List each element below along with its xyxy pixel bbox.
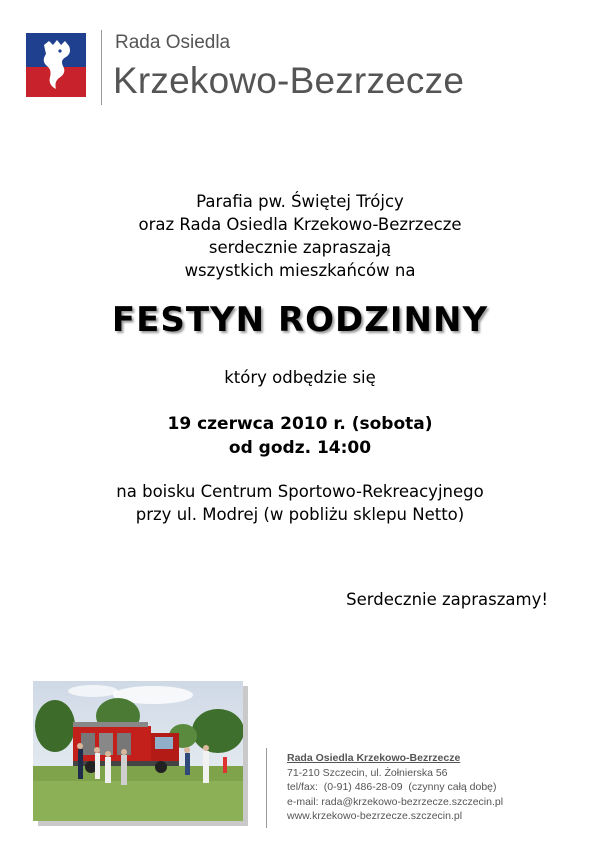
place-line: na boisku Centrum Sportowo-Rekreacyjnego bbox=[116, 482, 484, 501]
fire-truck-festival-photo bbox=[33, 681, 243, 821]
footer-email: e-mail: rada@krzekowo-bezrzecze.szczecin.pl bbox=[287, 795, 504, 808]
event-place bbox=[0, 480, 600, 526]
footer-www: www.krzekowo-bezrzecze.szczecin.pl bbox=[287, 810, 463, 822]
org-prefix: Rada Osiedla bbox=[115, 32, 231, 53]
footer-contact bbox=[287, 751, 503, 824]
invitation-intro bbox=[0, 190, 600, 282]
header-divider bbox=[101, 30, 102, 105]
footer-org: Rada Osiedla Krzekowo-Bezrzecze bbox=[287, 752, 461, 764]
griffin-crest-icon bbox=[26, 33, 86, 97]
place-line: przy ul. Modrej (w pobliżu sklepu Netto) bbox=[135, 505, 465, 524]
event-datetime bbox=[0, 412, 600, 460]
intro-line: Parafia pw. Świętej Trójcy bbox=[196, 192, 404, 211]
closing-text: Serdecznie zapraszamy! bbox=[346, 590, 548, 609]
event-time: od godz. 14:00 bbox=[228, 438, 372, 458]
intro-line: oraz Rada Osiedla Krzekowo-Bezrzecze bbox=[138, 215, 462, 234]
intro-line: serdecznie zapraszają bbox=[208, 238, 392, 257]
event-title: FESTYN RODZINNY bbox=[111, 300, 489, 340]
footer-address: 71-210 Szczecin, ul. Żołnierska 56 bbox=[287, 766, 448, 779]
org-name: Krzekowo-Bezrzecze bbox=[113, 60, 465, 101]
footer-divider bbox=[266, 748, 267, 828]
event-date: 19 czerwca 2010 r. (sobota) bbox=[167, 414, 433, 434]
event-lead: który odbędzie się bbox=[224, 368, 376, 387]
footer-phone: tel/fax: (0-91) 486-28-09 (czynny całą dobę) bbox=[287, 781, 497, 793]
intro-line: wszystkich mieszkańców na bbox=[184, 261, 416, 280]
